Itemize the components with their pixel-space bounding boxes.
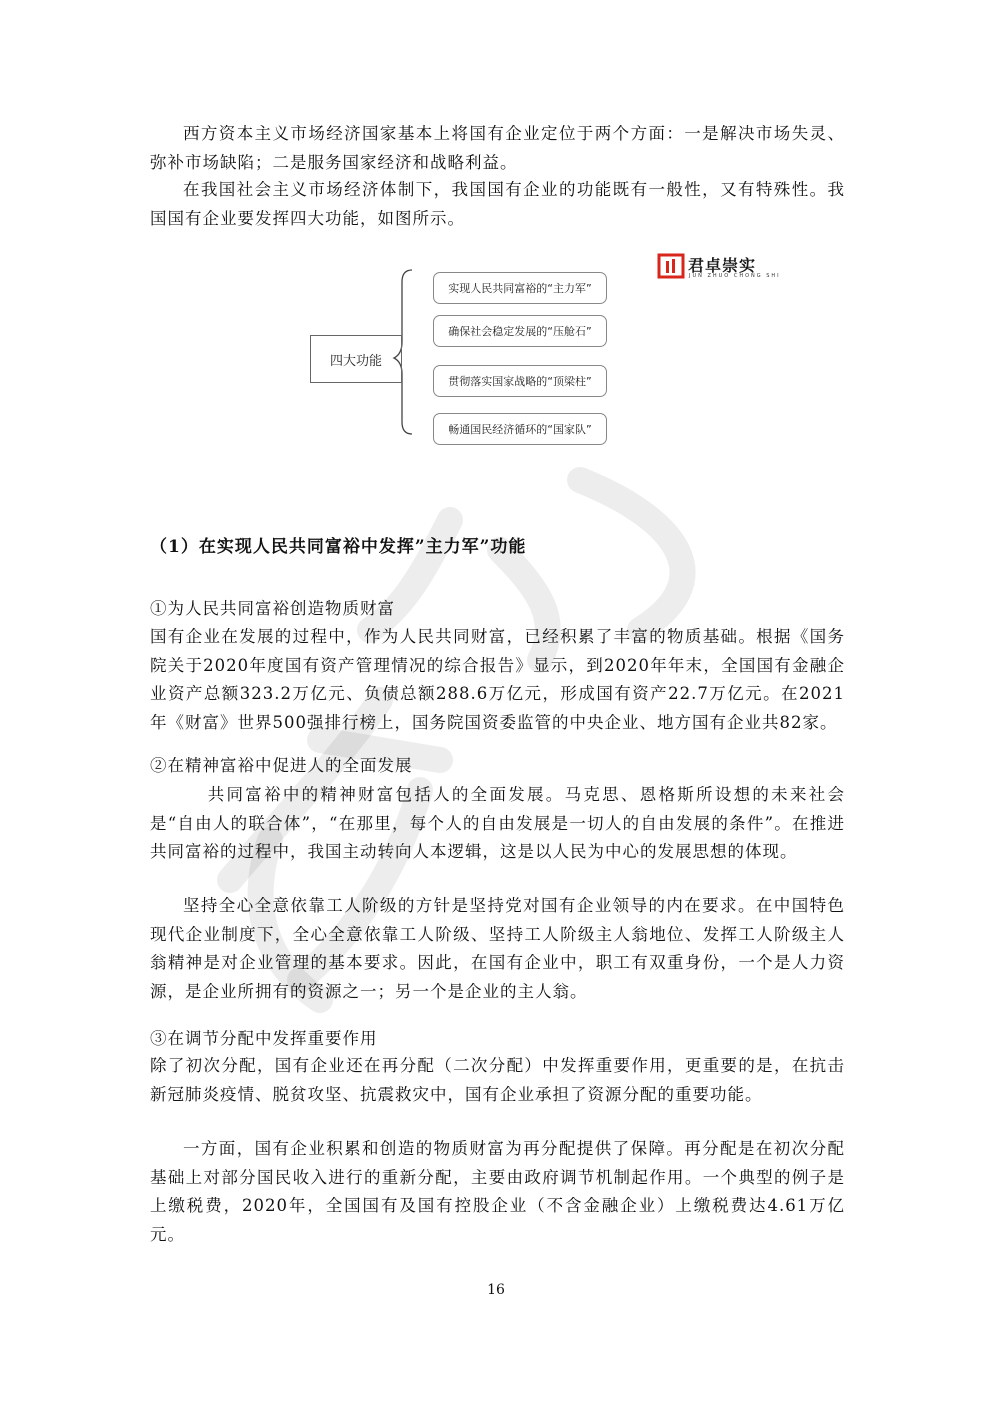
page-number: 16 xyxy=(487,1282,505,1298)
section3-title: ③在调节分配中发挥重要作用 xyxy=(150,1029,378,1048)
diagram-item-1: 实现人民共同富裕的“主力军” xyxy=(433,272,607,304)
diagram-main-node: 四大功能 xyxy=(310,335,402,383)
section2-body-2: 坚持全心全意依靠工人阶级的方针是坚持党对国有企业领导的内在要求。在中国特色现代企业制度下，全心全意依靠工人阶级、坚持工人阶级主人翁地位、发挥工人阶级主人翁精神是对企业管理的基本要求。因此，在国有企业中，职工有双重身份，一个是人力资源，是企业所拥有的资源之一；另一个是企业的主人翁。 xyxy=(150,896,845,1001)
section2-title: ②在精神富裕中促进人的全面发展 xyxy=(150,756,413,775)
section-heading: （1）在实现人民共同富裕中发挥”主力军”功能 xyxy=(150,537,527,557)
section1-title: ①为人民共同富裕创造物质财富 xyxy=(150,599,395,618)
section2-body-1: 共同富裕中的精神财富包括人的全面发展。马克思、恩格斯所设想的未来社会是“自由人的联合体”，“在那里，每个人的自由发展是一切人的自由发展的条件”。在推进共同富裕的过程中，我国主动转向人本逻辑，这是以人民为中心的发展思想的体现。 xyxy=(150,785,845,861)
diagram-item-2: 确保社会稳定发展的“压舱石” xyxy=(433,315,607,347)
diagram-item-4: 畅通国民经济循环的“国家队” xyxy=(433,413,607,445)
brand-logo xyxy=(657,253,782,283)
section3-body-2: 一方面，国有企业积累和创造的物质财富为再分配提供了保障。再分配是在初次分配基础上对部分国民收入进行的重新分配，主要由政府调节机制起作用。一个典型的例子是上缴税费，2020年，全国国有及国有控股企业（不含金融企业）上缴税费达4.61万亿元。 xyxy=(150,1139,845,1244)
logo-mark-icon xyxy=(657,253,685,279)
section1-body: 国有企业在发展的过程中，作为人民共同财富，已经积累了丰富的物质基础。根据《国务院关于2020年度国有资产管理情况的综合报告》显示，到2020年年末，全国国有金融企业资产总额323.2万亿元、负债总额288.6万亿元，形成国有资产22.7万亿元。在2021年《财富》世界500强排行榜上，国务院国资委监管的中央企业、地方国有企业共82家。 xyxy=(150,627,845,732)
intro-paragraph-1: 西方资本主义市场经济国家基本上将国有企业定位于两个方面：一是解决市场失灵、弥补市场缺陷；二是服务国家经济和战略利益。 xyxy=(150,124,845,172)
diagram-item-3: 贯彻落实国家战略的“顶梁柱” xyxy=(433,365,607,397)
logo-subtitle: JUN ZHUO CHONG SHI xyxy=(689,273,781,279)
section3-body-1: 除了初次分配，国有企业还在再分配（二次分配）中发挥重要作用，更重要的是，在抗击新冠肺炎疫情、脱贫攻坚、抗震救灾中，国有企业承担了资源分配的重要功能。 xyxy=(150,1056,845,1104)
four-functions-diagram xyxy=(300,262,630,452)
logo-title: 君卓崇实 xyxy=(688,256,757,275)
intro-paragraph-2: 在我国社会主义市场经济体制下，我国国有企业的功能既有一般性，又有特殊性。我国国有企业要发挥四大功能，如图所示。 xyxy=(150,180,845,228)
